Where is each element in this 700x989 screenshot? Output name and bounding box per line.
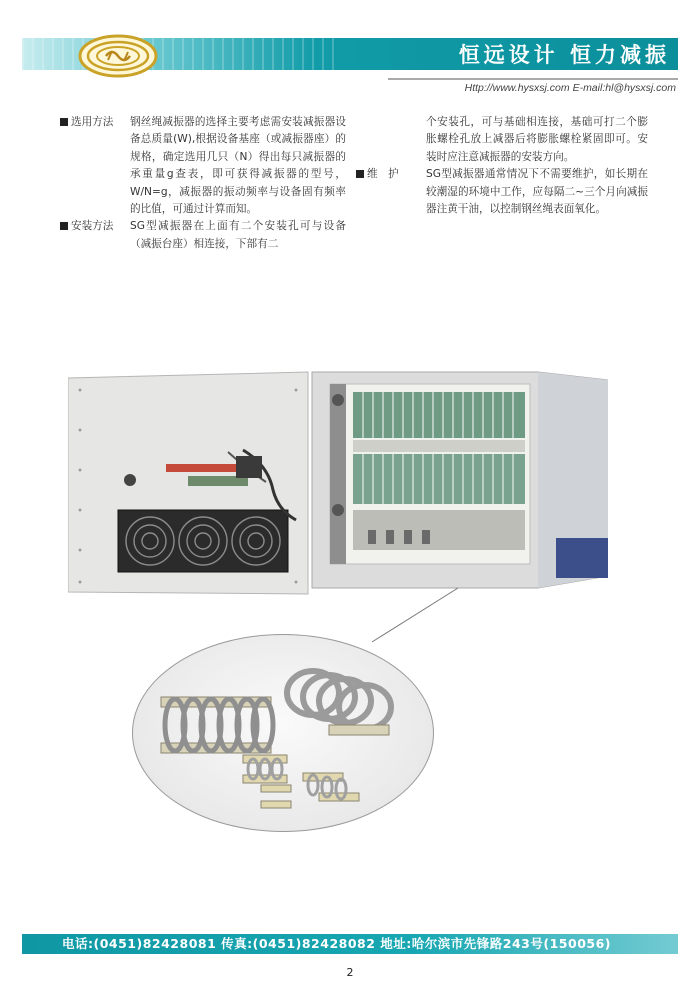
wire-rope-dampers-image <box>133 635 433 831</box>
section-maintenance <box>356 166 648 218</box>
company-logo <box>78 34 158 78</box>
header-underline <box>388 78 678 80</box>
cabinet-photo <box>68 370 608 610</box>
text-column-right <box>356 114 648 218</box>
selection-text: 钢丝绳减振器的选择主要考虑需安装减振器设备总质量(W),根据设备基座（或减振器座）的规格，确定选用几只（N）得出每只减振器的承重量g查表，即可获得减振器的型号，W/N=g，减振器的振动频率与设备固有频率的比值，可通过计算而知。 <box>130 116 346 216</box>
text-column-left <box>60 114 346 253</box>
bullet-square-icon <box>356 170 364 178</box>
section-label <box>60 218 113 235</box>
selection-label: 选用方法 <box>71 116 114 128</box>
page-number: 2 <box>346 966 354 979</box>
install-text: SG型减振器在上面有二个安装孔可与设备（减振台座）相连接，下部有二 <box>130 220 346 250</box>
damper-closeup-photo <box>132 634 434 832</box>
section-label <box>356 166 399 183</box>
install-text-continued: 个安装孔，可与基础相连接，基础可打二个膨胀螺栓孔放上减器后将膨胀螺栓紧固即可。安装时应注意减振器的安装方向。 <box>426 116 648 163</box>
section-selection <box>60 114 346 218</box>
bullet-square-icon <box>60 222 68 230</box>
header-decoration <box>22 38 342 70</box>
maintenance-text: SG型减振器通常情况下不需要维护，如长期在较潮湿的环境中工作，应每隔二~三个月向减振器注黄干油，以控制钢丝绳表面氧化。 <box>426 168 648 216</box>
header-contact-url: Http://www.hysxsj.com E-mail:hl@hysxsj.com <box>464 82 676 94</box>
bullet-square-icon <box>60 118 68 126</box>
maintenance-label: 维 护 <box>367 168 399 181</box>
section-label <box>60 114 113 131</box>
section-install <box>60 218 346 253</box>
install-label: 安装方法 <box>71 220 114 233</box>
header-title: 恒远设计 恒力减振 <box>458 43 670 67</box>
footer-contact: 电话:(0451)82428081 传真:(0451)82428082 地址:哈尔滨市先锋路243号(150056) <box>62 936 611 951</box>
